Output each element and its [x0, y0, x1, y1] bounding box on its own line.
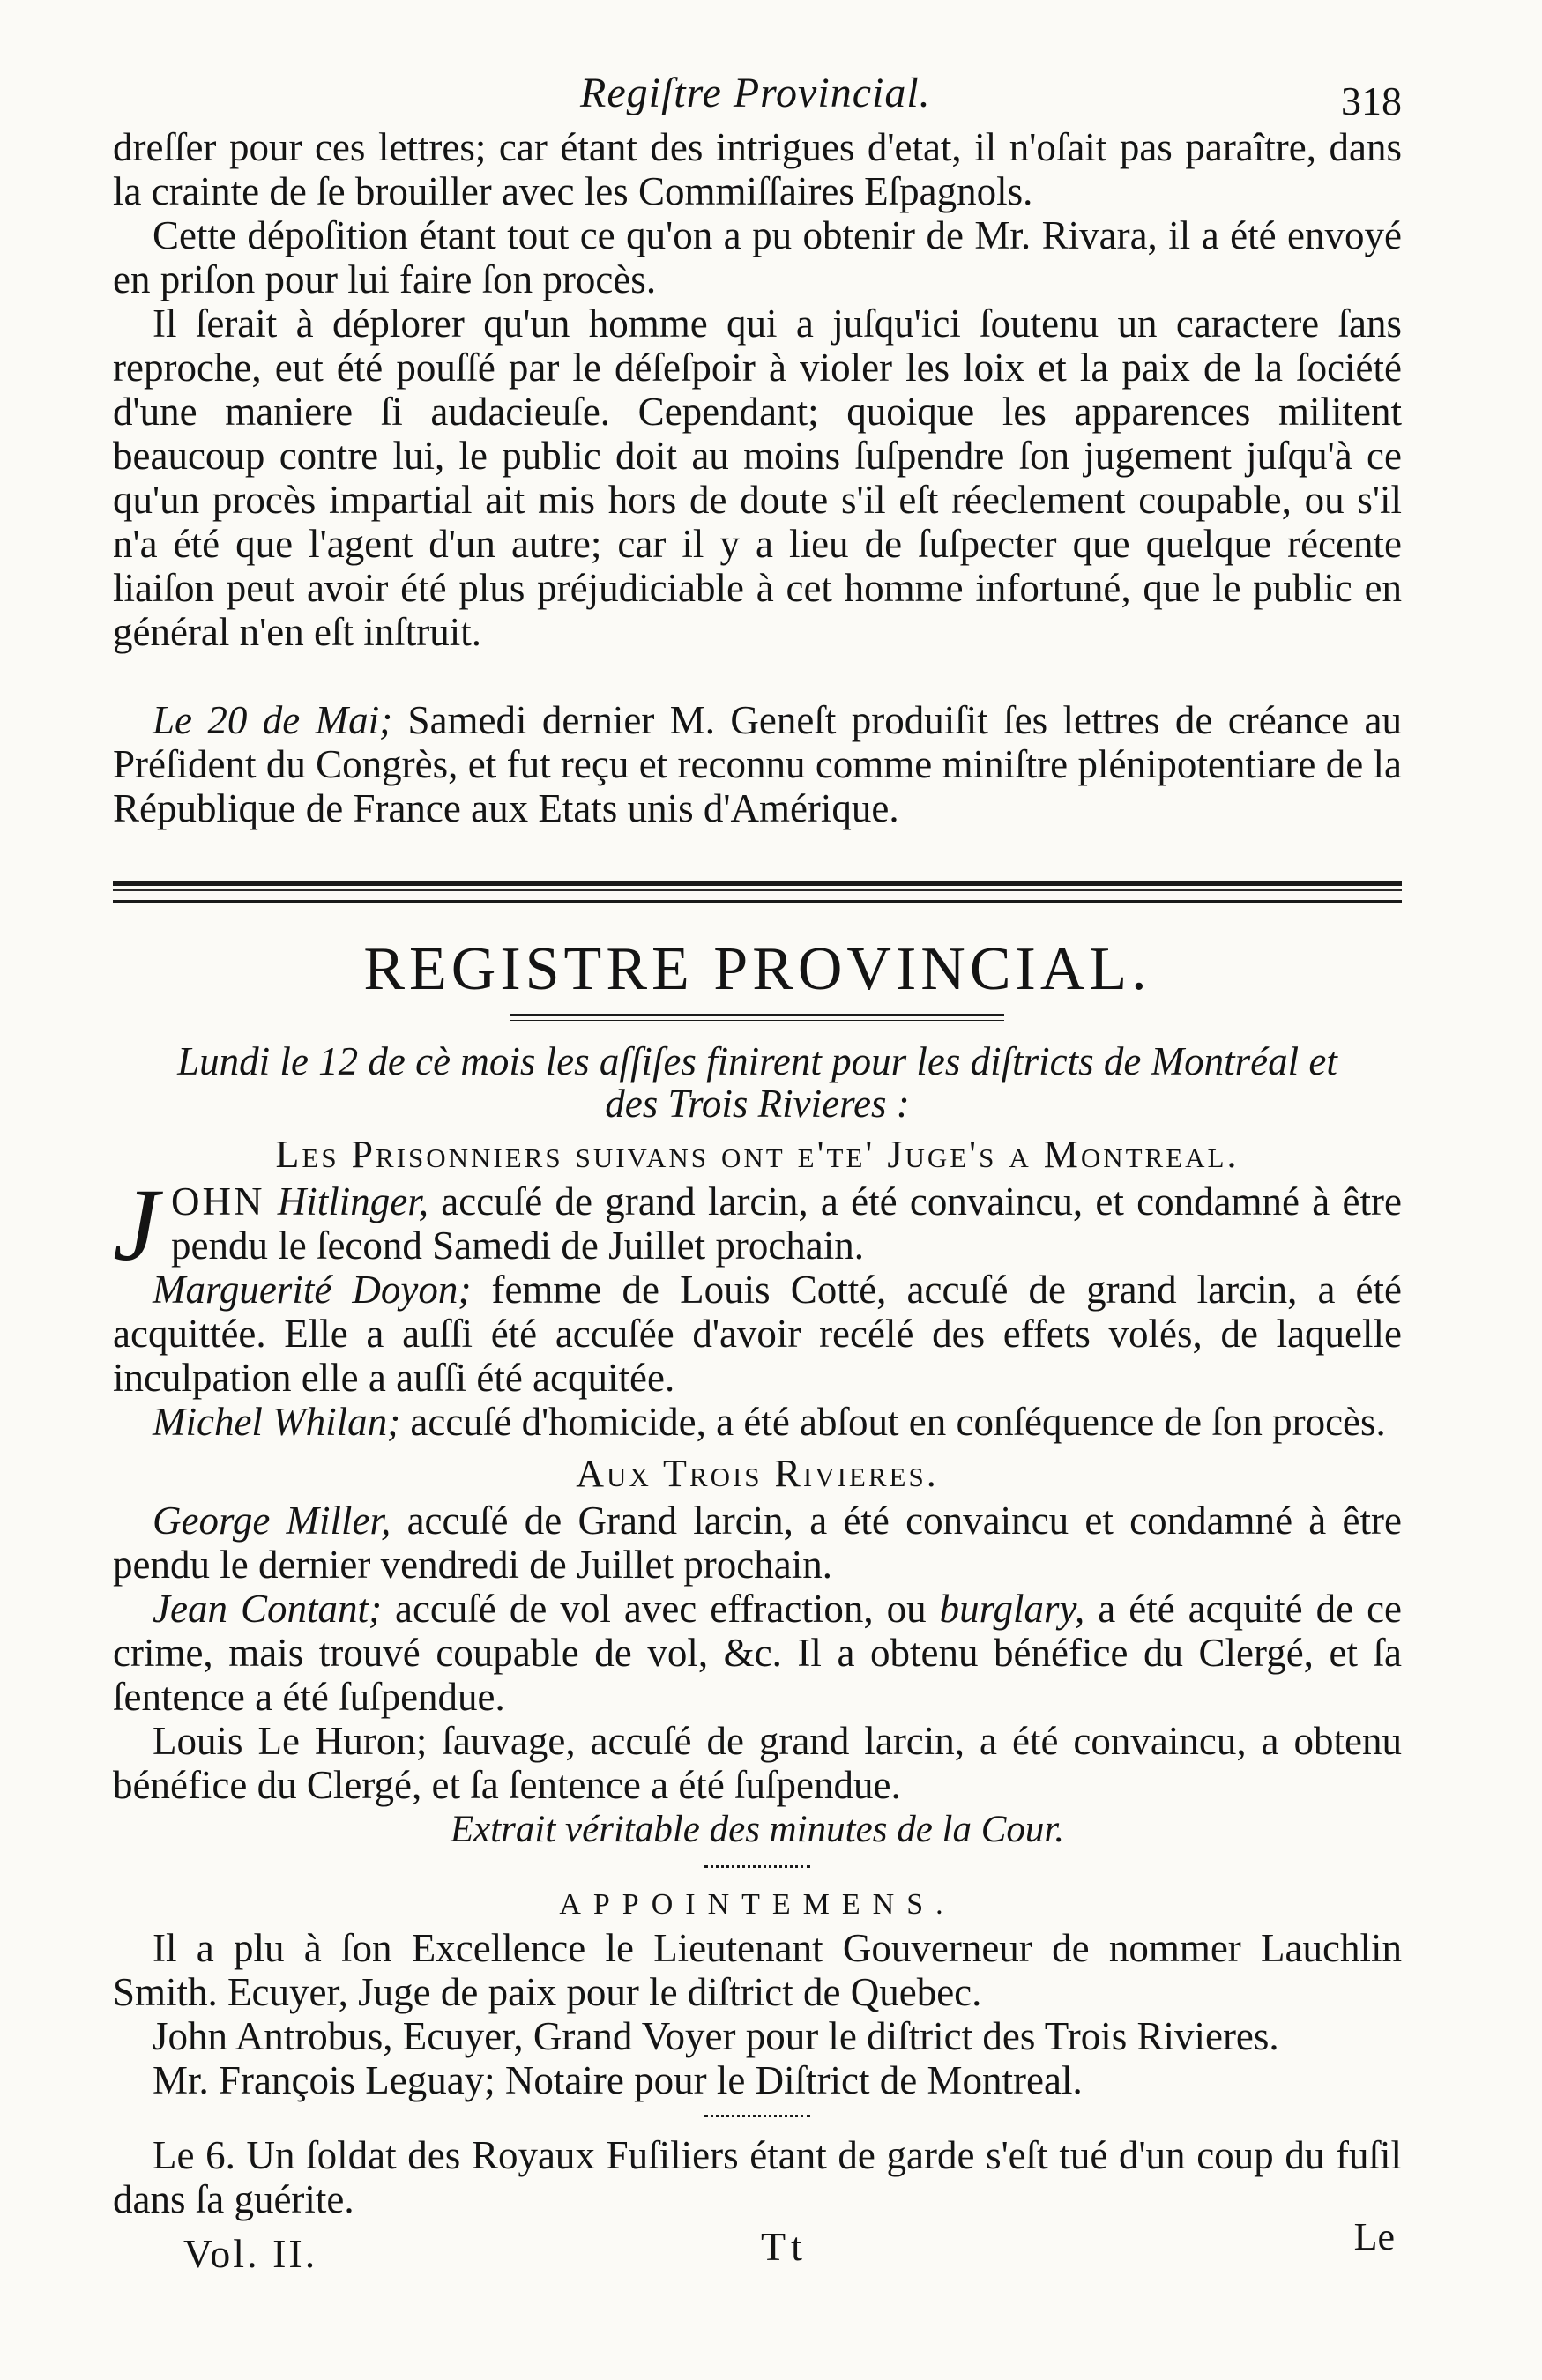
article-paragraph: Il ſerait à déplorer qu'un homme qui a juſqu'ici ſoutenu un caractere ſans reproche, eut été pouſſé par le déſeſpoir à violer les loix et la paix de la ſociété d'une maniere ſi audacieuſe. Cependant; quoique les apparences militent beaucoup contre lui, le public doit au moins ſuſpendre ſon jugement juſqu'à ce qu'un procès impartial ait mis hors de doute s'il eſt réeclement coupable, ou s'il n'a été que l'agent d'un autre; car il y a lieu de ſuſpecter que quelque récente liaiſon peut avoir été plus préjudiciable à cet homme infortuné, que le public en général n'en eſt inſtruit.	[113, 301, 1402, 654]
prisoner-entry	[113, 1587, 1402, 1719]
article-paragraph: dreſſer pour ces lettres; car étant des intrigues d'etat, il n'oſait pas paraître, dans la crainte de ſe brouiller avec les Commiſſaires Eſpagnols.	[113, 125, 1402, 213]
session-intro-line: Lundi le 12 de cè mois les aſſiſes finirent pour les diſtricts de Montréal et	[177, 1039, 1337, 1083]
prisoner-text-italic: burglary,	[939, 1587, 1085, 1631]
page-footer	[113, 2215, 1402, 2283]
top-article	[113, 125, 1402, 654]
trois-rivieres-heading: Aux Trois Rivieres.	[576, 1452, 939, 1495]
drop-cap: J	[113, 1167, 160, 1283]
prisoner-text: accuſé d'homicide, a été abſout en conſéquence de ſon procès.	[400, 1400, 1386, 1444]
prisoner-entry	[113, 1719, 1402, 1807]
prisoner-text: Louis Le Huron; ſauvage, accuſé de grand larcin, a été convaincu, a obtenu bénéfice du Clergé, et ſa ſentence a été ſuſpendue.	[113, 1719, 1402, 1807]
prisoner-name: OHN	[171, 1179, 265, 1223]
newspaper-page	[113, 69, 1402, 2283]
prisoner-entry	[113, 1167, 1402, 1283]
appointments-heading: APPOINTEMENS.	[559, 1888, 956, 1921]
prisoner-name: Michel Whilan;	[153, 1400, 401, 1444]
section-divider	[113, 881, 1402, 903]
catchword: Le	[1353, 2215, 1395, 2258]
appointment-item: Il a plu à ſon Excellence le Lieutenant Gouverneur de nommer Lauchlin Smith. Ecuyer, Juge de paix pour le diſtrict de Quebec.	[113, 1926, 1402, 2014]
heading-rule	[510, 1014, 1004, 1021]
notice-date: Le 20 de Mai;	[153, 698, 393, 742]
appointment-item: John Antrobus, Ecuyer, Grand Voyer pour le diſtrict des Trois Rivieres.	[153, 2014, 1279, 2058]
appointment-item: Mr. François Leguay; Notaire pour le Diſtrict de Montreal.	[153, 2058, 1083, 2102]
running-head	[113, 69, 1402, 125]
session-intro-line: des Trois Rivieres :	[605, 1082, 910, 1126]
prisoner-name: Marguerité Doyon;	[153, 1268, 472, 1312]
article-paragraph: Cette dépoſition étant tout ce qu'on a pu obtenir de Mr. Rivara, il a été envoyé en priſon pour lui faire ſon procès.	[113, 213, 1402, 301]
prisoner-text: a été acquité de ce crime, mais trouvé coupable de vol, &c. Il a obtenu bénéfice du Clergé, et ſa ſentence a été ſuſpendue.	[113, 1587, 1403, 1719]
prisoner-text: accuſé de Grand larcin, a été convaincu et condamné à être pendu le dernier vendredi de Juillet prochain.	[113, 1499, 1402, 1587]
page-number: 318	[1341, 78, 1402, 123]
signature-mark: Tt	[761, 2224, 808, 2269]
prisoner-entry	[113, 1499, 1402, 1587]
prisoner-text: accuſé de vol avec effraction, ou	[381, 1587, 940, 1631]
montreal-heading: Les Prisonniers suivans ont e'te' Juge's a Montreal.	[275, 1133, 1240, 1176]
volume-label: Vol. II.	[183, 2231, 318, 2276]
notice-text: Samedi dernier M. Geneſt produiſit ſes lettres de créance au Préſident du Congrès, et fut reçu et reconnu comme miniſtre plénipotentiare de la République de France aux Etats unis d'Amérique.	[113, 698, 1402, 830]
prisoner-text: accuſé de grand larcin, a été convaincu, et condamné à être pendu le ſecond Samedi de Juillet prochain.	[171, 1179, 1402, 1268]
prisoner-name: George Miller,	[153, 1499, 391, 1543]
running-title: Regiſtre Provincial.	[580, 70, 931, 116]
dotted-divider	[704, 2115, 810, 2117]
extract-line: Extrait véritable des minutes de la Cour.	[450, 1809, 1065, 1850]
section-heading: REGISTRE PROVINCIAL.	[363, 935, 1151, 1003]
genest-notice	[113, 698, 1402, 830]
dotted-divider	[704, 1865, 810, 1868]
prisoner-text: femme de Louis Cotté, accuſé de grand larcin, a été acquittée. Elle a auſſi été accuſée d'avoir recélé des effets volés, de laquelle inculpation elle a auſſi été acquitée.	[113, 1268, 1403, 1400]
prisoner-name: Jean Contant;	[153, 1587, 382, 1631]
prisoner-entry	[113, 1268, 1402, 1400]
prisoner-entry	[113, 1400, 1402, 1444]
prisoner-name-rest: Hitlinger,	[264, 1179, 429, 1223]
final-notice: Le 6. Un ſoldat des Royaux Fuſiliers étant de garde s'eſt tué d'un coup du fuſil dans ſa guérite.	[113, 2133, 1402, 2221]
